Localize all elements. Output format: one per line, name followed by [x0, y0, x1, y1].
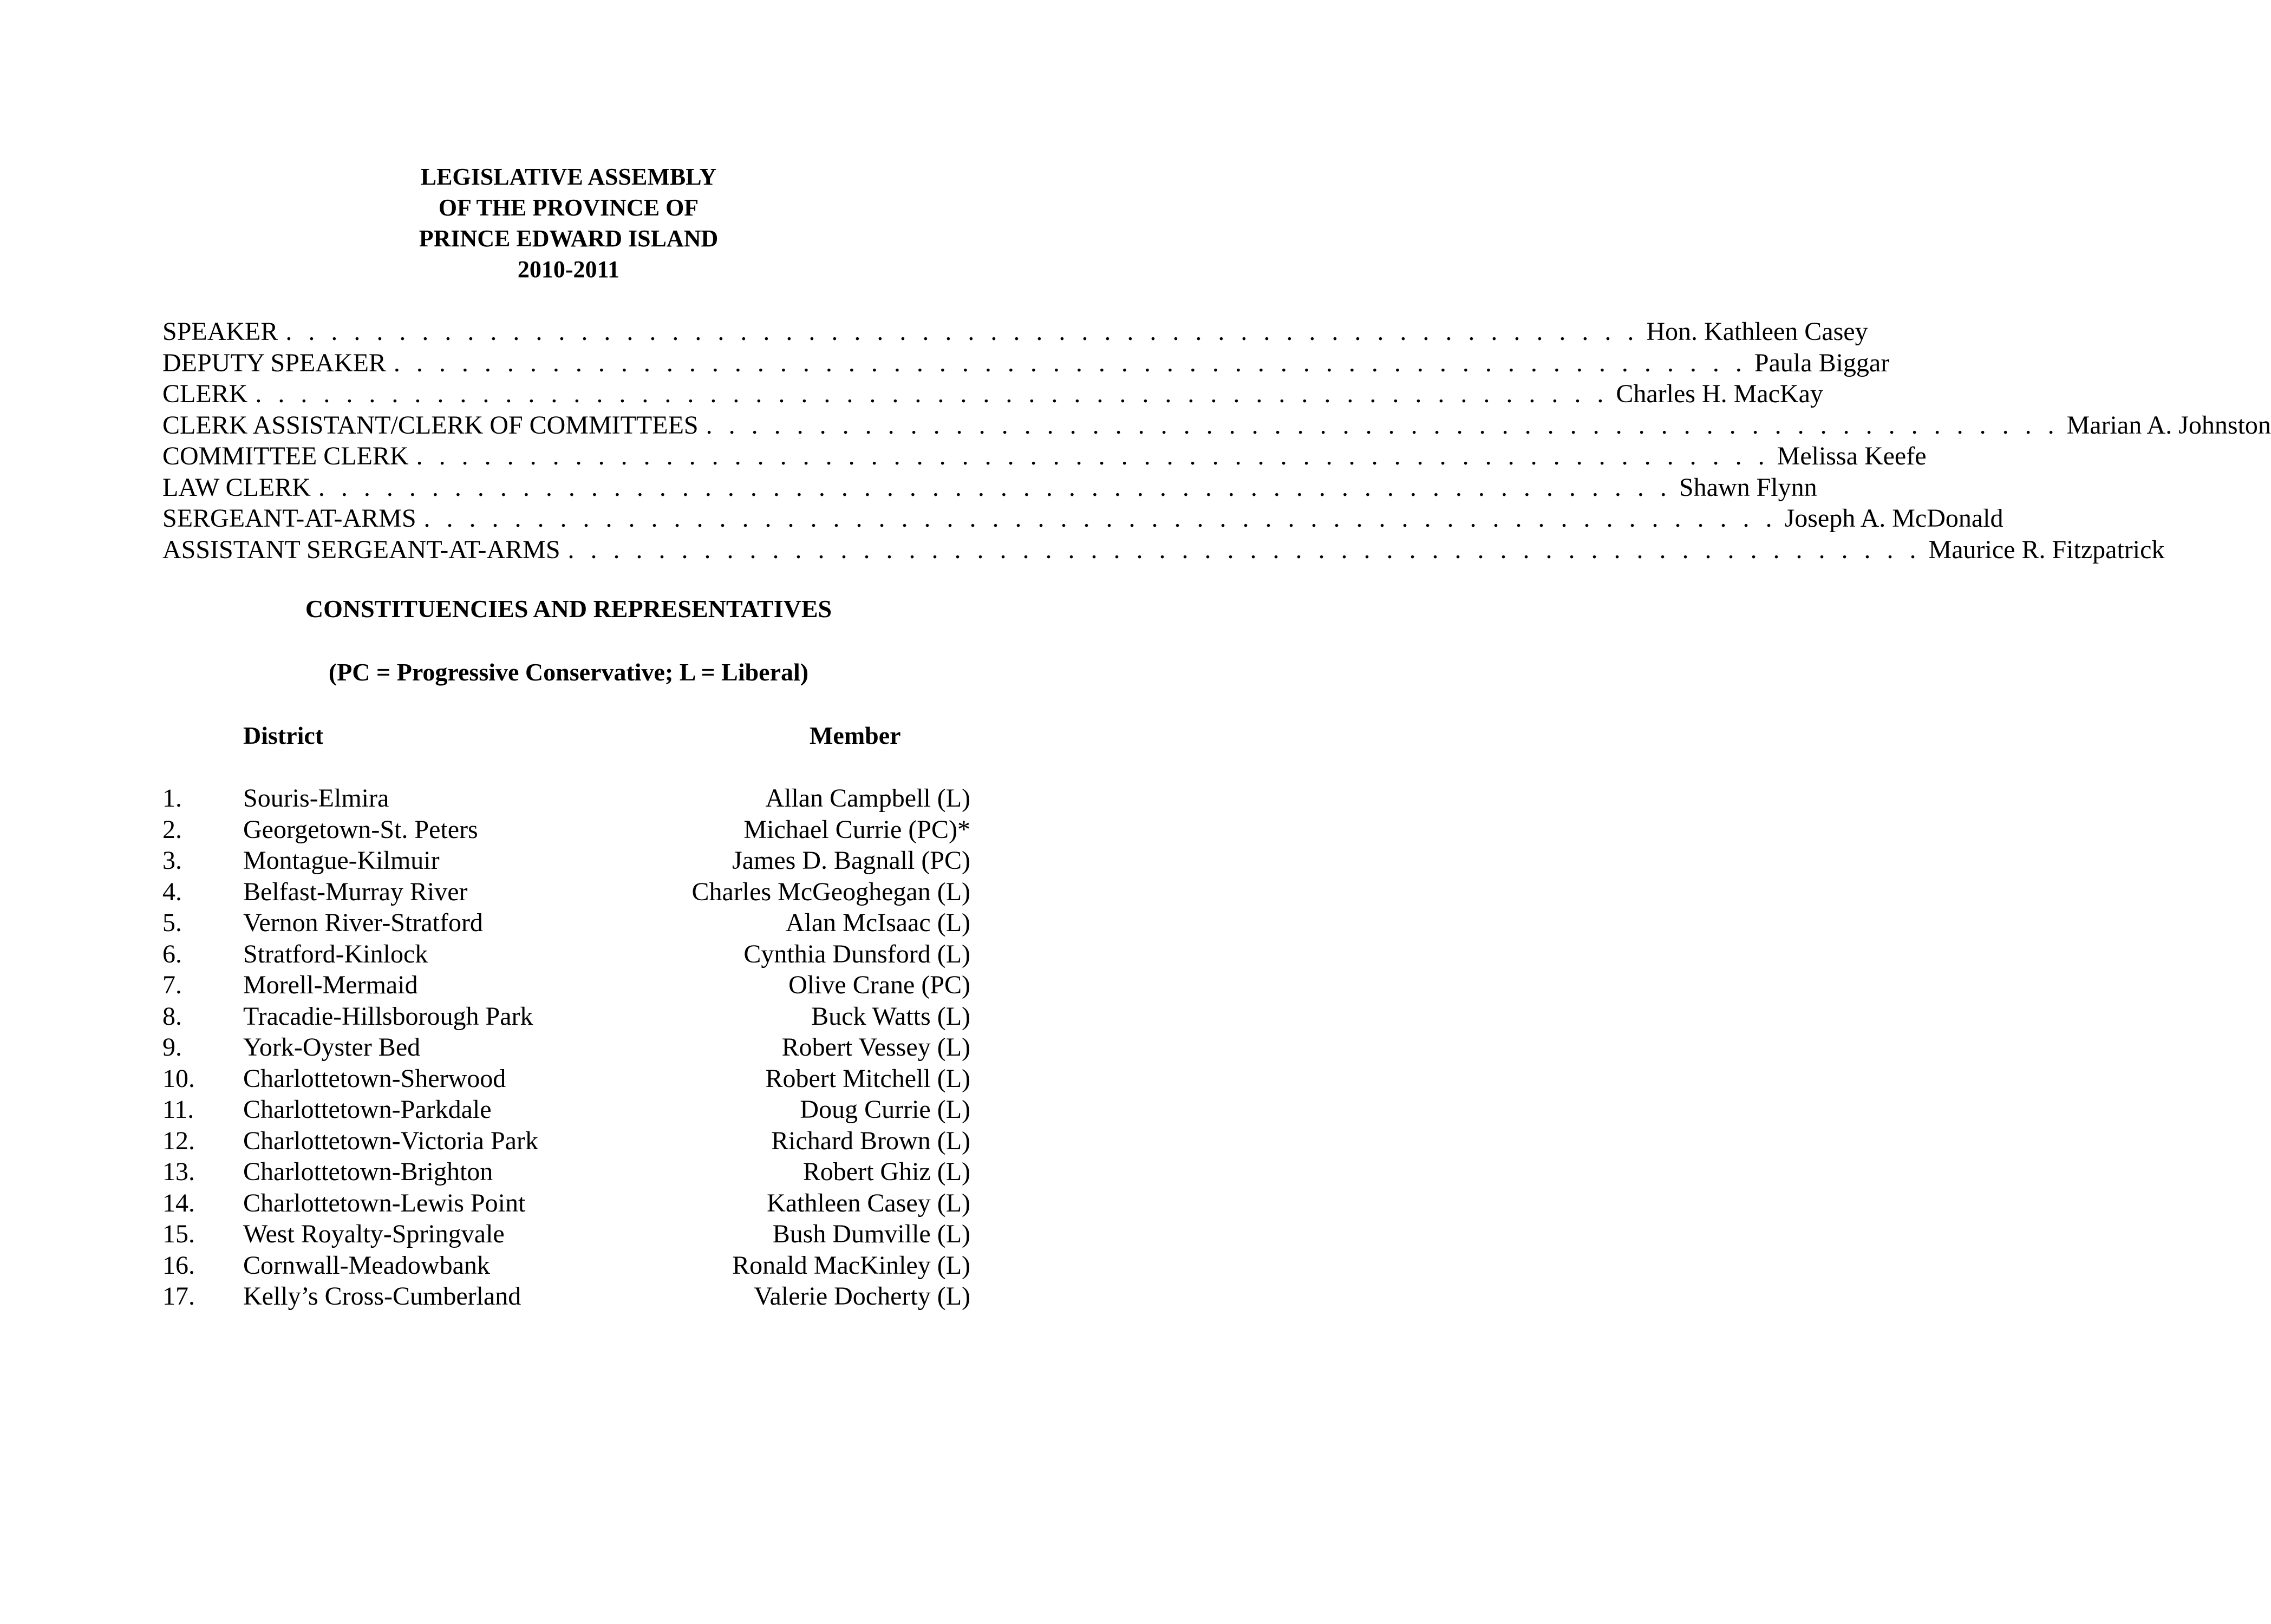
district-number: 12.: [162, 1126, 195, 1155]
officer-row: [162, 378, 1823, 410]
leader-dots: . . . . . . . . . . . . . . . . . . . . . . . . . . . . . . . . . . . . . . . . . . . . . . . . . . . . . . . . . . . .: [423, 504, 1777, 533]
district-member: Bush Dumville (L): [772, 1220, 970, 1248]
district-name: Belfast-Murray River: [243, 877, 468, 906]
officer-name: Marian A. Johnston: [2066, 410, 2271, 440]
officer-row: [162, 503, 2004, 534]
officer-role: COMMITTEE CLERK: [162, 442, 409, 470]
title-line: 2010-2011: [517, 256, 620, 283]
table-row: [162, 1250, 970, 1281]
district-name: Charlottetown-Sherwood: [243, 1064, 506, 1093]
officer-row: [162, 534, 2165, 566]
table-row: [162, 1125, 970, 1157]
district-number: 5.: [162, 908, 182, 937]
district-number: 4.: [162, 877, 182, 906]
title-line: PRINCE EDWARD ISLAND: [419, 225, 719, 252]
leader-dots: . . . . . . . . . . . . . . . . . . . . . . . . . . . . . . . . . . . . . . . . . . . . . . . . . . . . . . . . . . . .: [706, 410, 2059, 440]
district-member: Valerie Docherty (L): [754, 1282, 970, 1311]
table-row: [162, 970, 970, 1001]
districts-table: [162, 783, 970, 1312]
officer-role: SPEAKER: [162, 317, 278, 346]
table-row: [162, 1001, 970, 1032]
district-member: James D. Bagnall (PC): [732, 846, 970, 875]
district-member: Allan Campbell (L): [765, 784, 970, 813]
district-name: Montague-Kilmuir: [243, 846, 440, 875]
table-row: [162, 1094, 970, 1125]
leader-dots: . . . . . . . . . . . . . . . . . . . . . . . . . . . . . . . . . . . . . . . . . . . . . . . . . . . . . . . . . . . .: [318, 473, 1672, 502]
table-row: [162, 814, 970, 846]
officer-role: LAW CLERK: [162, 473, 311, 502]
district-number: 17.: [162, 1282, 195, 1311]
district-member: Cynthia Dunsford (L): [743, 939, 970, 968]
district-name: Souris-Elmira: [243, 784, 389, 813]
officer-role: ASSISTANT SERGEANT-AT-ARMS: [162, 535, 560, 564]
district-name: Cornwall-Meadowbank: [243, 1250, 490, 1280]
table-row: [162, 1281, 970, 1312]
district-number: 7.: [162, 971, 182, 999]
officer-row: [162, 472, 1817, 503]
district-member: Olive Crane (PC): [788, 971, 970, 999]
district-name: Kelly’s Cross-Cumberland: [243, 1282, 521, 1311]
district-number: 3.: [162, 846, 182, 875]
officer-name: Charles H. MacKay: [1616, 379, 1823, 408]
leader-dots: . . . . . . . . . . . . . . . . . . . . . . . . . . . . . . . . . . . . . . . . . . . . . . . . . . . . . . . . . . . .: [567, 535, 1921, 564]
district-member: Ronald MacKinley (L): [732, 1250, 970, 1280]
district-member: Buck Watts (L): [811, 1001, 970, 1031]
officer-name: Maurice R. Fitzpatrick: [1928, 535, 2165, 564]
district-name: Charlottetown-Victoria Park: [243, 1126, 538, 1155]
district-name: Stratford-Kinlock: [243, 939, 428, 968]
table-row: [162, 876, 970, 908]
district-name: West Royalty-Springvale: [243, 1220, 505, 1248]
district-member: Kathleen Casey (L): [767, 1188, 970, 1217]
officer-name: Hon. Kathleen Casey: [1646, 317, 1868, 346]
district-number: 15.: [162, 1220, 195, 1248]
district-name: Charlottetown-Brighton: [243, 1157, 493, 1186]
table-row: [162, 1219, 970, 1250]
district-name: Charlottetown-Parkdale: [243, 1095, 492, 1124]
officer-name: Joseph A. McDonald: [1784, 504, 2004, 533]
title-line: OF THE PROVINCE OF: [438, 194, 699, 221]
title-line: LEGISLATIVE ASSEMBLY: [420, 163, 717, 190]
officer-role: DEPUTY SPEAKER: [162, 348, 386, 377]
district-name: Morell-Mermaid: [243, 971, 418, 999]
table-row: [162, 1188, 970, 1219]
officer-row: [162, 441, 1927, 472]
district-number: 6.: [162, 939, 182, 968]
district-name: Georgetown-St. Peters: [243, 815, 478, 844]
table-row: [162, 907, 970, 939]
leader-dots: . . . . . . . . . . . . . . . . . . . . . . . . . . . . . . . . . . . . . . . . . . . . . . . . . . . . . . . . . . . .: [416, 442, 1770, 470]
officer-row: [162, 316, 1868, 348]
district-name: Charlottetown-Lewis Point: [243, 1188, 526, 1217]
table-row: [162, 1156, 970, 1188]
officer-name: Shawn Flynn: [1679, 473, 1817, 502]
officer-role: SERGEANT-AT-ARMS: [162, 504, 416, 533]
district-member: Richard Brown (L): [771, 1126, 970, 1155]
district-column-header: District: [243, 722, 324, 749]
district-number: 14.: [162, 1188, 195, 1217]
district-member: Robert Vessey (L): [781, 1033, 970, 1062]
table-row: [162, 1032, 970, 1063]
leader-dots: . . . . . . . . . . . . . . . . . . . . . . . . . . . . . . . . . . . . . . . . . . . . . . . . . . . . . . . . . . . .: [255, 379, 1609, 408]
district-number: 1.: [162, 784, 182, 813]
district-number: 8.: [162, 1001, 182, 1031]
district-name: York-Oyster Bed: [243, 1033, 421, 1062]
officer-role: CLERK: [162, 379, 248, 408]
district-member: Doug Currie (L): [800, 1095, 970, 1124]
district-number: 16.: [162, 1250, 195, 1280]
member-column-header: Member: [810, 722, 901, 749]
district-member: Michael Currie (PC)*: [743, 815, 970, 844]
district-name: Vernon River-Stratford: [243, 908, 483, 937]
officer-name: Paula Biggar: [1754, 348, 1890, 377]
district-member: Charles McGeoghegan (L): [691, 877, 970, 906]
district-number: 13.: [162, 1157, 195, 1186]
district-number: 9.: [162, 1033, 182, 1062]
district-member: Robert Ghiz (L): [802, 1157, 970, 1186]
leader-dots: . . . . . . . . . . . . . . . . . . . . . . . . . . . . . . . . . . . . . . . . . . . . . . . . . . . . . . . . . . . .: [285, 317, 1639, 346]
table-row: [162, 783, 970, 814]
officer-row: [162, 410, 2271, 441]
officers-list: [162, 316, 2271, 565]
leader-dots: . . . . . . . . . . . . . . . . . . . . . . . . . . . . . . . . . . . . . . . . . . . . . . . . . . . . . . . . . . . .: [393, 348, 1747, 377]
district-number: 2.: [162, 815, 182, 844]
table-row: [162, 845, 970, 876]
district-member: Alan McIsaac (L): [785, 908, 970, 937]
table-row: [162, 1063, 970, 1095]
party-legend: (PC = Progressive Conservative; L = Liberal): [328, 658, 809, 686]
district-name: Tracadie-Hillsborough Park: [243, 1001, 533, 1031]
document-title: [0, 161, 1137, 285]
district-number: 11.: [162, 1095, 194, 1124]
table-row: [162, 939, 970, 970]
district-member: Robert Mitchell (L): [765, 1064, 970, 1093]
officer-row: [162, 348, 1890, 379]
district-number: 10.: [162, 1064, 195, 1093]
constituencies-heading: CONSTITUENCIES AND REPRESENTATIVES: [305, 595, 832, 623]
officer-role: CLERK ASSISTANT/CLERK OF COMMITTEES: [162, 410, 699, 440]
officer-name: Melissa Keefe: [1777, 442, 1927, 470]
